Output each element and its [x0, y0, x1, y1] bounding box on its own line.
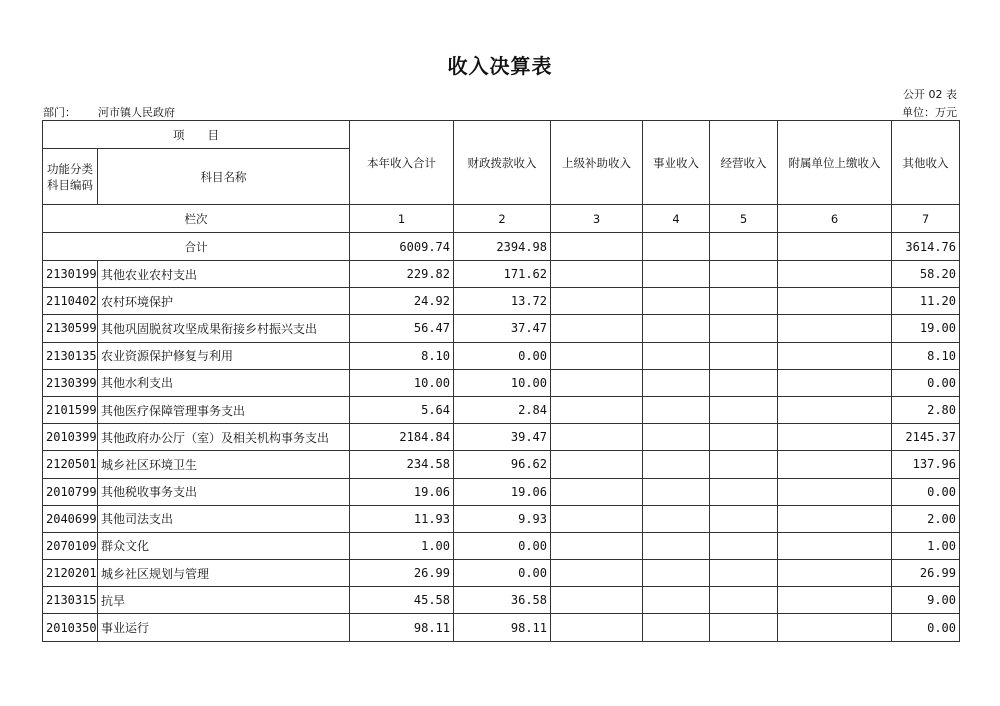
row-subject-name: 农村环境保护	[98, 288, 350, 315]
row-value	[710, 478, 778, 505]
row-value: 0.00	[892, 369, 960, 396]
row-value	[710, 532, 778, 559]
lanci-label: 栏次	[43, 205, 350, 233]
row-value: 24.92	[350, 288, 454, 315]
table-row	[43, 532, 960, 559]
row-subject-name: 农业资源保护修复与利用	[98, 342, 350, 369]
total-value: 2394.98	[454, 233, 551, 261]
row-value	[643, 342, 710, 369]
row-value	[551, 478, 643, 505]
row-value: 58.20	[892, 261, 960, 288]
row-value: 229.82	[350, 261, 454, 288]
row-value	[643, 560, 710, 587]
lanci-number: 4	[643, 205, 710, 233]
row-code: 2130135	[43, 342, 98, 369]
row-code: 2040699	[43, 505, 98, 532]
total-row	[43, 233, 960, 261]
row-value	[551, 614, 643, 641]
row-value	[778, 288, 892, 315]
header-col-6: 附属单位上缴收入	[778, 121, 892, 205]
row-subject-name: 其他水利支出	[98, 369, 350, 396]
row-value	[778, 261, 892, 288]
table-row	[43, 614, 960, 641]
row-value	[551, 560, 643, 587]
table-row	[43, 396, 960, 423]
row-value: 36.58	[454, 587, 551, 614]
header-col-5: 经营收入	[710, 121, 778, 205]
row-subject-name: 城乡社区环境卫生	[98, 451, 350, 478]
row-value	[710, 424, 778, 451]
lanci-number: 3	[551, 205, 643, 233]
lanci-number: 5	[710, 205, 778, 233]
header-col-3: 上级补助收入	[551, 121, 643, 205]
table-row	[43, 587, 960, 614]
row-value	[551, 396, 643, 423]
row-value	[643, 369, 710, 396]
row-value	[551, 261, 643, 288]
row-value	[643, 315, 710, 342]
department-line	[43, 104, 175, 120]
row-value	[710, 261, 778, 288]
row-value	[551, 288, 643, 315]
row-value: 2184.84	[350, 424, 454, 451]
table-row	[43, 505, 960, 532]
row-code: 2010350	[43, 614, 98, 641]
row-value	[551, 532, 643, 559]
row-value: 19.06	[350, 478, 454, 505]
total-value: 6009.74	[350, 233, 454, 261]
row-value	[710, 451, 778, 478]
table-row	[43, 478, 960, 505]
header-code: 功能分类科目编码	[43, 149, 98, 205]
row-value	[778, 396, 892, 423]
income-table	[42, 120, 960, 642]
table-row	[43, 560, 960, 587]
row-value: 26.99	[350, 560, 454, 587]
row-value: 98.11	[454, 614, 551, 641]
total-value	[778, 233, 892, 261]
lanci-number: 7	[892, 205, 960, 233]
row-code: 2110402	[43, 288, 98, 315]
department-label: 部门：	[43, 106, 76, 119]
row-value	[778, 315, 892, 342]
header-col-1: 本年收入合计	[350, 121, 454, 205]
row-code: 2120501	[43, 451, 98, 478]
row-value: 37.47	[454, 315, 551, 342]
lanci-number: 6	[778, 205, 892, 233]
row-value: 2.84	[454, 396, 551, 423]
row-value: 11.93	[350, 505, 454, 532]
row-value	[710, 614, 778, 641]
row-value	[643, 288, 710, 315]
row-value	[643, 505, 710, 532]
row-value	[778, 614, 892, 641]
row-code: 2130315	[43, 587, 98, 614]
table-row	[43, 424, 960, 451]
table-row	[43, 261, 960, 288]
row-value: 96.62	[454, 451, 551, 478]
department-name: 河市镇人民政府	[98, 106, 175, 119]
row-code: 2130399	[43, 369, 98, 396]
header-col-4: 事业收入	[643, 121, 710, 205]
row-value	[643, 261, 710, 288]
table-row	[43, 315, 960, 342]
row-value	[643, 587, 710, 614]
row-value: 10.00	[454, 369, 551, 396]
row-code: 2130199	[43, 261, 98, 288]
table-row	[43, 288, 960, 315]
total-value	[551, 233, 643, 261]
row-value: 0.00	[454, 532, 551, 559]
header-item: 项 目	[43, 121, 350, 149]
row-value	[551, 315, 643, 342]
row-value	[710, 342, 778, 369]
row-value: 1.00	[350, 532, 454, 559]
row-code: 2010799	[43, 478, 98, 505]
row-value: 39.47	[454, 424, 551, 451]
total-value	[643, 233, 710, 261]
row-value: 13.72	[454, 288, 551, 315]
row-code: 2130599	[43, 315, 98, 342]
row-value: 5.64	[350, 396, 454, 423]
lanci-row	[43, 205, 960, 233]
row-value	[778, 560, 892, 587]
row-value: 98.11	[350, 614, 454, 641]
report-title: 收入决算表	[447, 54, 553, 78]
row-value: 9.93	[454, 505, 551, 532]
row-subject-name: 其他司法支出	[98, 505, 350, 532]
row-value	[778, 478, 892, 505]
row-value: 2.00	[892, 505, 960, 532]
form-number: 公开 02 表	[903, 88, 957, 101]
row-value: 8.10	[350, 342, 454, 369]
row-value	[551, 342, 643, 369]
row-value	[710, 369, 778, 396]
row-value	[643, 614, 710, 641]
row-code: 2120201	[43, 560, 98, 587]
row-value: 45.58	[350, 587, 454, 614]
row-value	[551, 505, 643, 532]
row-value: 1.00	[892, 532, 960, 559]
row-value	[778, 424, 892, 451]
row-value	[710, 288, 778, 315]
table-row	[43, 451, 960, 478]
row-subject-name: 其他税收事务支出	[98, 478, 350, 505]
row-value: 234.58	[350, 451, 454, 478]
table-row	[43, 369, 960, 396]
row-value	[710, 560, 778, 587]
row-value: 2145.37	[892, 424, 960, 451]
row-value	[710, 587, 778, 614]
lanci-number: 2	[454, 205, 551, 233]
row-value: 0.00	[892, 614, 960, 641]
row-value	[643, 532, 710, 559]
row-value: 9.00	[892, 587, 960, 614]
row-value	[778, 532, 892, 559]
row-value	[710, 505, 778, 532]
row-code: 2101599	[43, 396, 98, 423]
row-value: 137.96	[892, 451, 960, 478]
row-value	[710, 396, 778, 423]
row-value: 19.06	[454, 478, 551, 505]
total-value: 3614.76	[892, 233, 960, 261]
row-value: 56.47	[350, 315, 454, 342]
row-value: 2.80	[892, 396, 960, 423]
header-col-2: 财政拨款收入	[454, 121, 551, 205]
row-code: 2010399	[43, 424, 98, 451]
row-value	[710, 315, 778, 342]
row-subject-name: 其他农业农村支出	[98, 261, 350, 288]
row-subject-name: 其他医疗保障管理事务支出	[98, 396, 350, 423]
row-value: 19.00	[892, 315, 960, 342]
row-code: 2070109	[43, 532, 98, 559]
row-value: 10.00	[350, 369, 454, 396]
row-value	[643, 451, 710, 478]
row-value	[778, 451, 892, 478]
row-subject-name: 事业运行	[98, 614, 350, 641]
row-value: 26.99	[892, 560, 960, 587]
row-subject-name: 城乡社区规划与管理	[98, 560, 350, 587]
row-value: 11.20	[892, 288, 960, 315]
unit-label: 单位：万元	[902, 106, 957, 119]
row-value: 171.62	[454, 261, 551, 288]
row-value	[778, 342, 892, 369]
row-value: 0.00	[454, 560, 551, 587]
row-value	[551, 451, 643, 478]
row-value	[778, 587, 892, 614]
row-subject-name: 其他政府办公厅（室）及相关机构事务支出	[98, 424, 350, 451]
row-value: 0.00	[454, 342, 551, 369]
row-value	[778, 505, 892, 532]
total-label: 合计	[43, 233, 350, 261]
row-value	[778, 369, 892, 396]
row-value	[643, 478, 710, 505]
row-subject-name: 群众文化	[98, 532, 350, 559]
row-value: 0.00	[892, 478, 960, 505]
header-name: 科目名称	[98, 149, 350, 205]
total-value	[710, 233, 778, 261]
table-row	[43, 342, 960, 369]
row-value	[551, 369, 643, 396]
header-col-7: 其他收入	[892, 121, 960, 205]
row-subject-name: 其他巩固脱贫攻坚成果衔接乡村振兴支出	[98, 315, 350, 342]
lanci-number: 1	[350, 205, 454, 233]
row-value	[643, 396, 710, 423]
row-value	[643, 424, 710, 451]
row-value	[551, 587, 643, 614]
row-value	[551, 424, 643, 451]
row-subject-name: 抗旱	[98, 587, 350, 614]
row-value: 8.10	[892, 342, 960, 369]
